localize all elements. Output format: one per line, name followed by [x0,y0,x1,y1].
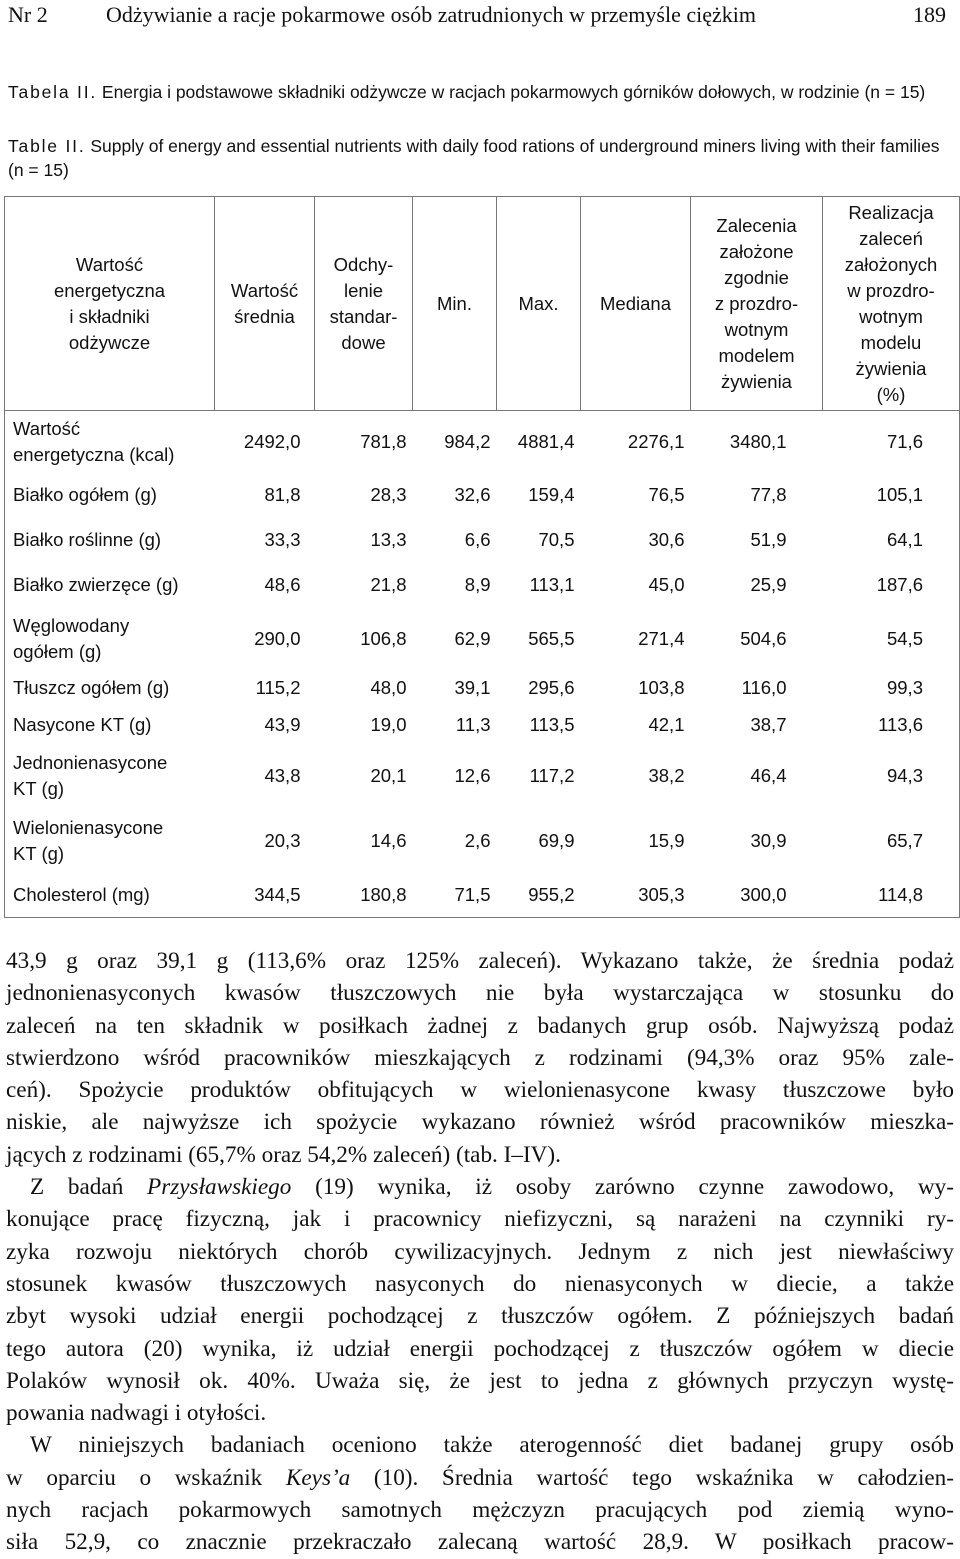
cell-value: 344,5 [254,884,301,906]
row-label: Wartość energetyczna (kcal) [13,417,175,465]
cell-value: 113,1 [529,574,575,595]
table-row [5,518,960,563]
cell-value: 295,6 [528,677,575,698]
paragraph-2-text-a: Z badań [30,1174,148,1201]
cell-value: 20,3 [264,830,301,851]
paragraph-1-line: niskie, ale najwyższe ich spożycie wykazano również wśród pracowników mieszka- [6,1109,954,1136]
row-label: Cholesterol (mg) [13,884,150,906]
cell-value: 15,9 [648,830,685,851]
cell-value: 32,6 [454,484,491,505]
cell-value: 113,5 [529,714,575,735]
table-caption-english [8,134,954,182]
cell-value: 70,5 [538,529,575,550]
cell-value: 21,8 [370,574,407,595]
cell-value: 42,1 [648,714,685,735]
paragraph-2-line: Polaków wynosił ok. 40%. Uważa się, że jest to jedna z głównych przyczyn wystę- [6,1367,954,1394]
paragraph-2-line: stosunek kwasów tłuszczowych nasyconych do nienasyconych w diecie, a także [6,1270,954,1297]
page-number: 189 [913,2,946,27]
column-header-4: Max. [497,197,581,411]
cell-value: 116,0 [741,677,787,698]
cell-value: 48,0 [370,677,407,698]
paragraph-3-line-2 [6,1462,954,1494]
paragraph-2-line: powania nadwagi i otyłości. [6,1400,267,1427]
cell-value: 45,0 [648,574,685,595]
cell-value: 6,6 [464,529,491,550]
paragraph-3-line-1: W niniejszych badaniach oceniono także aterogenność diet badanej grupy osób [30,1432,954,1459]
cell-value: 3480,1 [729,430,787,452]
row-label: Białko roślinne (g) [13,529,162,550]
paragraph-2 [6,1171,954,1429]
cell-value: 81,8 [264,484,301,505]
cell-value: 2492,0 [243,430,301,452]
cell-value: 117,2 [529,765,575,786]
nutrient-table [4,196,960,918]
cell-value: 115,2 [255,677,301,698]
cell-value: 39,1 [454,677,491,698]
row-label: Węglowodany ogółem (g) [13,614,130,662]
paragraph-2-line-1 [6,1171,954,1203]
cell-value: 51,9 [750,529,787,550]
cell-value: 159,4 [528,484,575,505]
cell-value: 187,6 [876,574,923,595]
cell-value: 54,5 [886,627,923,649]
cell-value: 300,0 [740,884,787,906]
paragraph-1-line: zaleceń na ten składnik w posiłkach żadnej z badanych grup osób. Najwyższą podaż [6,1012,954,1039]
paragraph-3 [6,1429,954,1558]
article-body [6,945,954,1559]
cell-value: 46,4 [750,765,787,786]
column-header-6: Zalecenia założone zgodnie z prozdro- wotnym modelem żywienia [691,197,823,411]
column-header-7: Realizacja zaleceń założonych w prozdro- wotnym modelu żywienia (%) [823,197,960,411]
cell-value: 71,5 [454,884,491,906]
paragraph-2-line: zbyt wysoki udział energii pochodzącej z tłuszczów ogółem. Z późniejszych badań [6,1303,954,1330]
table-caption-polish [8,80,954,104]
paragraph-3-line: siła 52,9, co znacznie przekraczało zalecaną wartość 28,9. W posiłkach pracow- [6,1529,954,1556]
journal-issue-number: Nr 2 [8,2,48,27]
cell-value: 77,8 [750,484,787,505]
cell-value: 305,3 [638,884,685,906]
table-row [5,744,960,809]
cell-value: 28,3 [370,484,407,505]
cell-value: 43,8 [264,765,301,786]
cell-value: 76,5 [648,484,685,505]
cell-value: 290,0 [254,627,301,649]
cell-value: 13,3 [370,529,407,550]
column-header-1: Wartość średnia [215,197,315,411]
table-row [5,608,960,670]
cell-value: 94,3 [886,765,923,786]
cell-value: 114,8 [878,884,923,906]
paragraph-2-line: tego autora (20) wynika, iż udział energii pochodzącej z tłuszczów ogółem w diecie [6,1335,954,1362]
column-header-2: Odchy- lenie standar- dowe [315,197,413,411]
table-label-polish: Tabela II. [8,82,98,102]
cell-value: 25,9 [750,574,787,595]
column-header-5: Mediana [581,197,691,411]
row-label: Białko ogółem (g) [13,484,157,505]
cell-value: 8,9 [464,574,491,595]
row-label: Nasycone KT (g) [13,714,152,735]
cell-value: 105,1 [876,484,923,505]
table-row [5,809,960,874]
cell-value: 180,8 [360,884,407,906]
row-label: Jednonienasycone KT (g) [13,752,168,799]
paragraph-1-line: 43,9 g oraz 39,1 g (113,6% oraz 125% zaleceń). Wykazano także, że średnia podaż [6,948,954,974]
cell-value: 30,6 [648,529,685,550]
cell-value: 48,6 [264,574,301,595]
cell-value: 20,1 [370,765,407,786]
cell-value: 71,6 [886,430,923,452]
author-name-przyslawski: Przysławskiego [147,1174,292,1201]
paragraph-1-line: ceń). Spożycie produktów obfitujących w wielonienasycone kwasy tłuszczowe było [6,1077,954,1104]
paragraph-1-line: stwierdzono wśród pracowników mieszkających z rodzinami (94,3% oraz 95% zale- [6,1044,954,1071]
cell-value: 4881,4 [517,430,575,452]
cell-value: 2,6 [464,830,491,851]
running-title: Odżywianie a racje pokarmowe osób zatrudnionych w przemyśle ciężkim [106,2,756,27]
column-header-0: Wartość energetyczna i składniki odżywcze [5,197,215,411]
cell-value: 64,1 [886,529,923,550]
cell-value: 12,6 [454,765,491,786]
table-caption-polish-text: Energia i podstawowe składniki odżywcze w racjach pokarmowych górników dołowych, w rodzinie (n = 15) [97,82,926,102]
table-label-english: Table II. [8,136,86,156]
cell-value: 38,2 [648,765,685,786]
cell-value: 62,9 [454,627,491,649]
paragraph-1-line: jednonienasyconych kwasów tłuszczowych nie była wystarczająca w stosunku do [6,980,954,1007]
paragraph-2-line: zyka rozwoju niektórych chorób cywilizacyjnych. Jednym z nich jest niewłaściwy [6,1238,954,1265]
cell-value: 30,9 [750,830,787,851]
cell-value: 984,2 [444,430,491,452]
cell-value: 33,3 [264,529,301,550]
cell-value: 103,8 [638,677,685,698]
keys-index-name: Keys’a [285,1464,351,1491]
cell-value: 565,5 [528,627,575,649]
row-label: Tłuszcz ogółem (g) [13,677,170,698]
table-row [5,563,960,608]
cell-value: 65,7 [886,830,923,851]
cell-value: 99,3 [886,677,923,698]
cell-value: 11,3 [455,714,491,735]
row-label: Białko zwierzęce (g) [13,574,179,595]
cell-value: 19,0 [370,714,407,735]
paragraph-1 [6,945,954,1171]
table-row [5,707,960,744]
row-label: Wielonienasycone KT (g) [13,817,164,864]
cell-value: 14,6 [370,830,407,851]
paragraph-3-line: nych racjach pokarmowych samotnych mężczyzn pracujących pod ziemią wyno- [6,1497,954,1524]
paragraph-3-text-b: (10). Średnia wartość tego wskaźnika w całodzien- [350,1464,954,1491]
cell-value: 38,7 [750,714,787,735]
cell-value: 69,9 [538,830,575,851]
cell-value: 113,6 [878,714,923,735]
table-row [5,670,960,707]
paragraph-2-text-b: (19) wynika, iż osoby zarówno czynne zawodowo, wy- [291,1174,954,1201]
cell-value: 504,6 [740,627,787,649]
cell-value: 43,9 [264,714,301,735]
cell-value: 2276,1 [627,430,685,452]
cell-value: 271,4 [638,627,685,649]
table-row [5,411,960,473]
cell-value: 955,2 [528,884,575,906]
table-row [5,473,960,518]
column-header-3: Min. [413,197,497,411]
table-caption-english-text: Supply of energy and essential nutrients with daily food rations of underground miners living with their families (n = 15) [8,136,940,180]
cell-value: 781,8 [360,430,407,452]
table-row [5,874,960,918]
table-header-row [5,197,960,411]
running-header [8,2,946,32]
paragraph-1-line: jących z rodzinami (65,7% oraz 54,2% zaleceń) (tab. I–IV). [6,1141,561,1168]
cell-value: 106,8 [360,627,407,649]
paragraph-2-line: konujące pracę fizyczną, jak i pracownicy niefizyczni, są narażeni na czynniki ry- [6,1206,954,1233]
paragraph-3-text-a: w oparciu o wskaźnik [6,1464,286,1491]
table-body [5,411,960,918]
